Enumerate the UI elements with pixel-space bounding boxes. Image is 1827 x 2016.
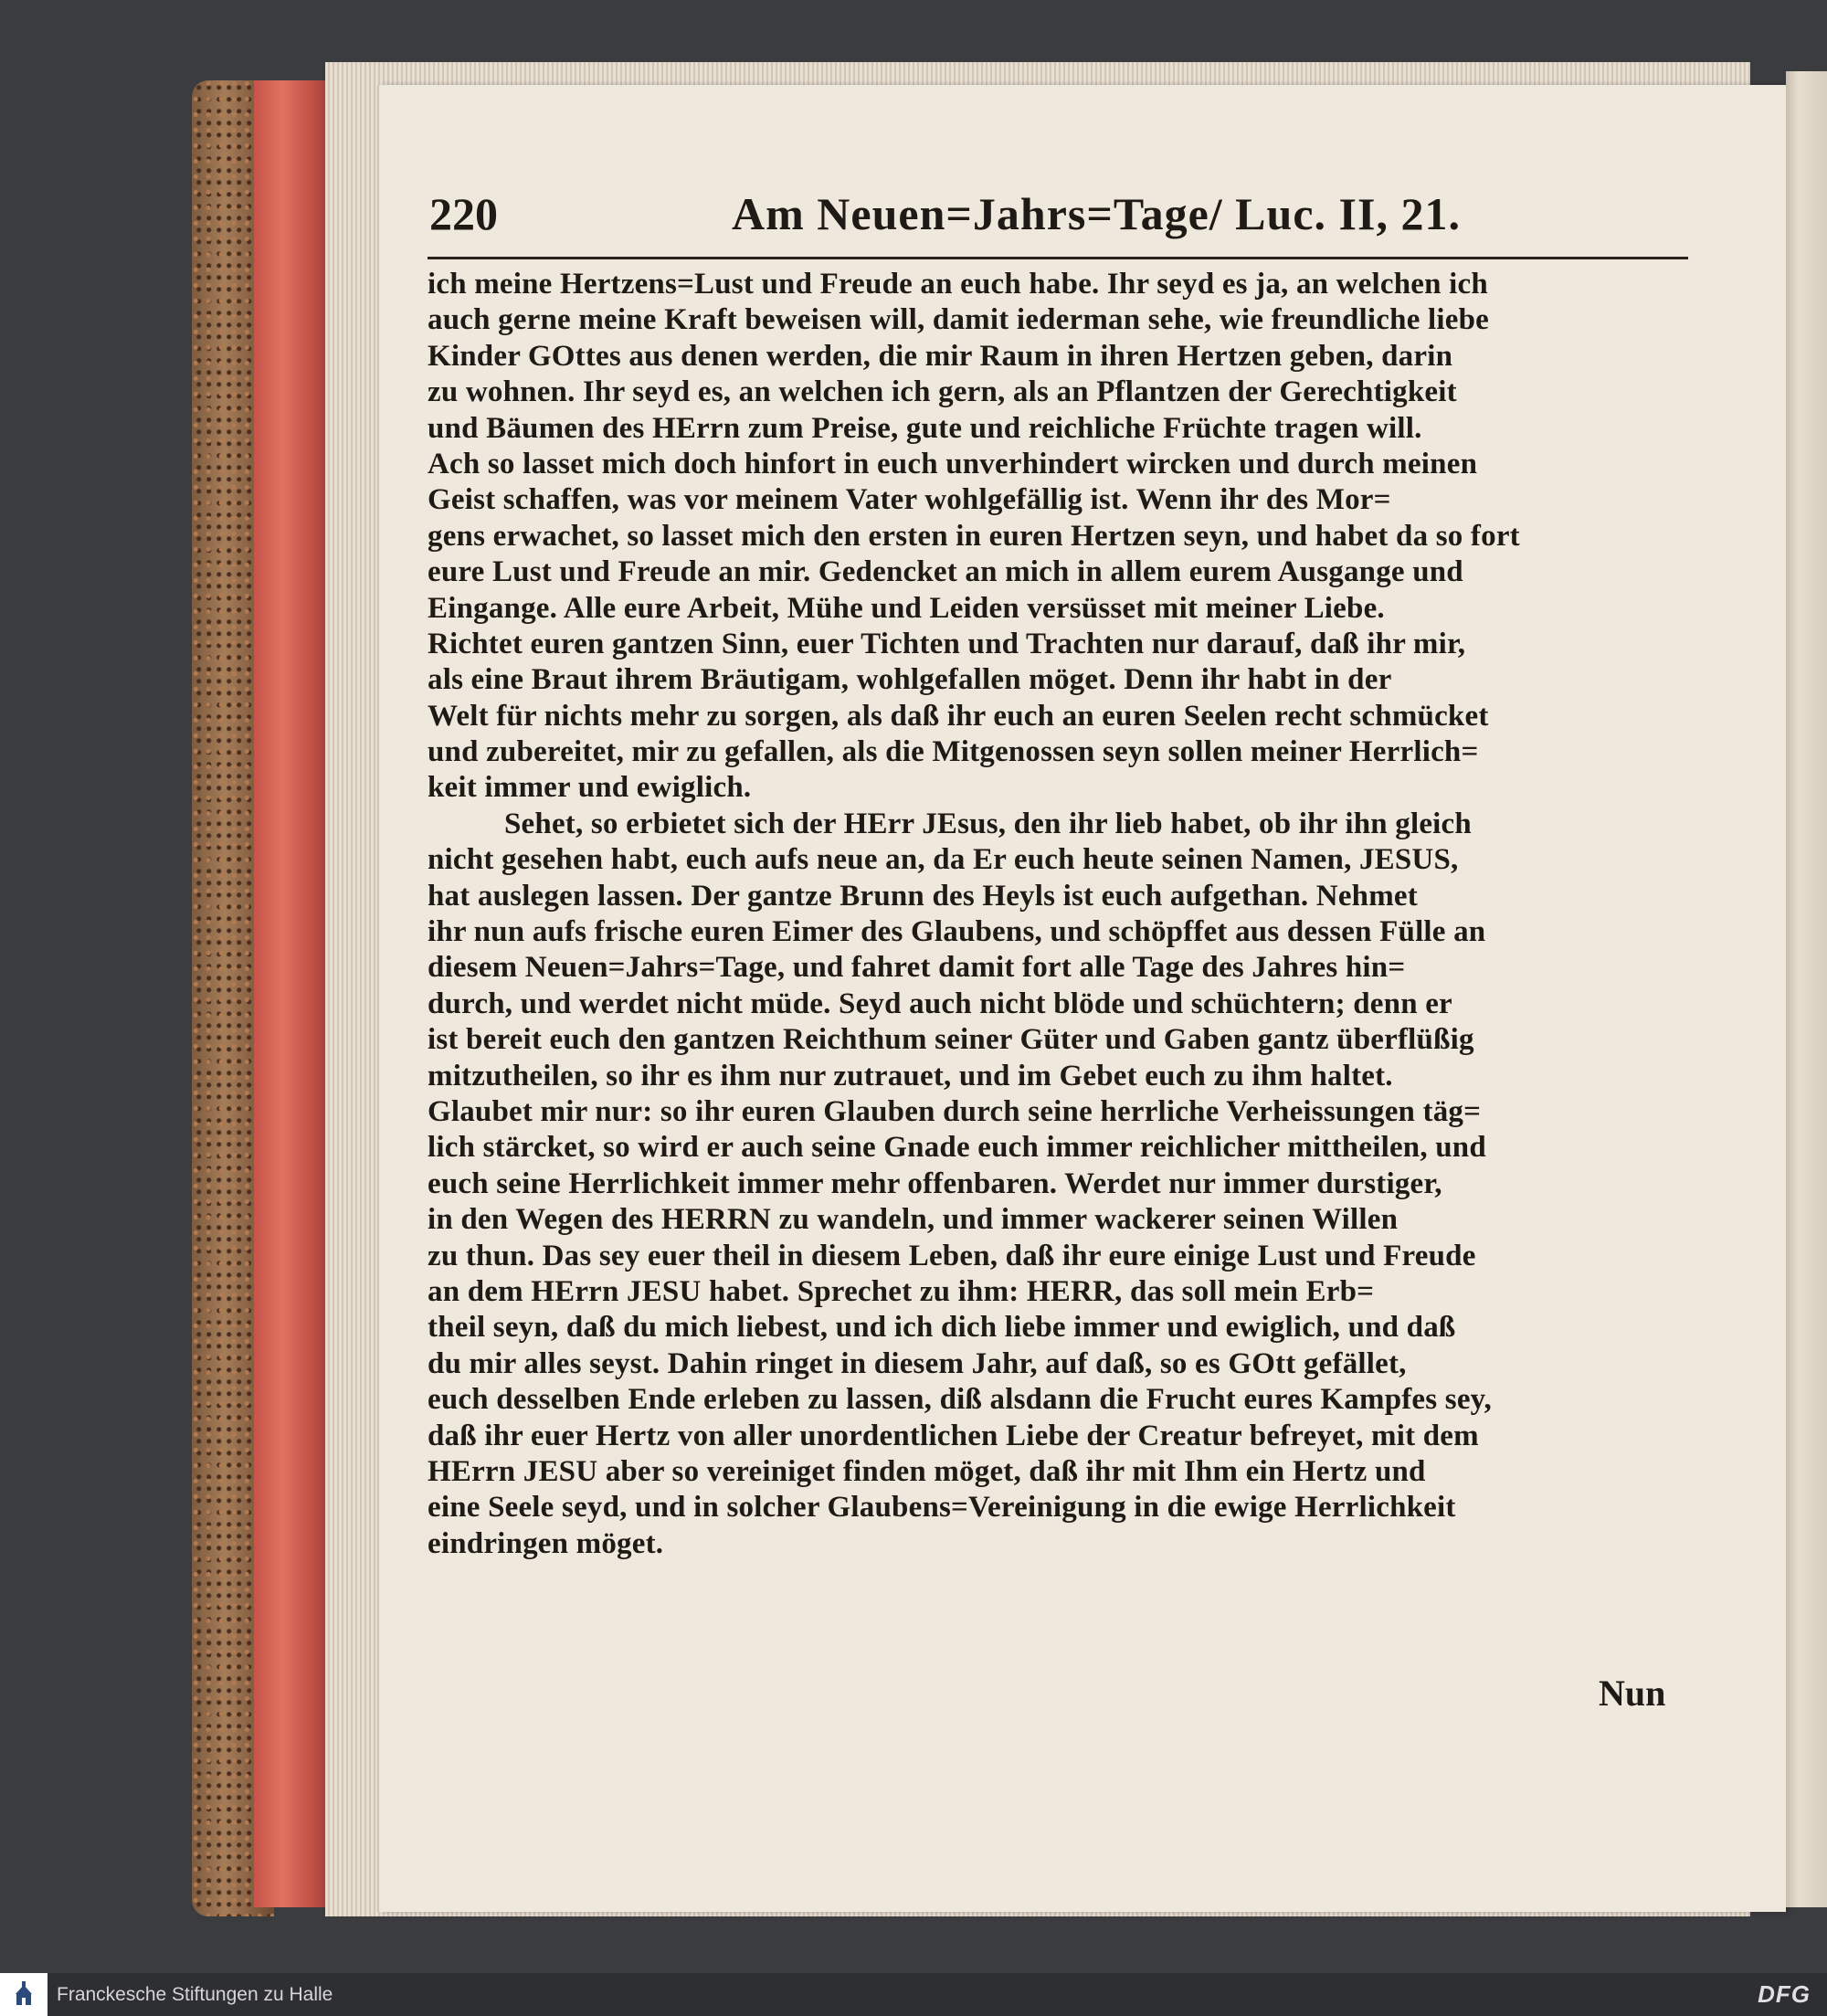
red-page-edge bbox=[254, 80, 325, 1907]
text-line: eure Lust und Freude an mir. Gedencket an mich in allem eurem Ausgange und bbox=[428, 555, 1463, 589]
text-line: in den Wegen des HERRN zu wandeln, und immer wackerer seinen Willen bbox=[428, 1203, 1399, 1237]
text-line: diesem Neuen=Jahrs=Tage, und fahret damit fort alle Tage des Jahres hin= bbox=[428, 951, 1406, 985]
text-line: Welt für nichts mehr zu sorgen, als daß ihr euch an euren Seelen recht schmücket bbox=[428, 699, 1489, 733]
text-line: eindringen möget. bbox=[428, 1526, 664, 1560]
text-line: als eine Braut ihrem Bräutigam, wohlgefallen möget. Denn ihr habt in der bbox=[428, 663, 1392, 697]
text-line: HErrn JESU aber so vereiniget finden möget, daß ihr mit Ihm ein Hertz und bbox=[428, 1454, 1426, 1488]
text-line: keit immer und ewiglich. bbox=[428, 771, 752, 805]
institution-logo-icon bbox=[10, 1979, 37, 2011]
text-line: und zubereitet, mir zu gefallen, als die Mitgenossen seyn sollen meiner Herrlich= bbox=[428, 735, 1479, 769]
text-line: durch, und werdet nicht müde. Seyd auch nicht blöde und schüchtern; denn er bbox=[428, 987, 1452, 1020]
body-text bbox=[420, 267, 1699, 1562]
text-line: an dem HErrn JESU habet. Sprechet zu ihm: HERR, das soll mein Erb= bbox=[428, 1274, 1375, 1308]
text-line: theil seyn, daß du mich liebest, und ich dich liebe immer und ewiglich, und daß bbox=[428, 1311, 1456, 1345]
institution-name[interactable]: Franckesche Stiftungen zu Halle bbox=[57, 1983, 333, 2005]
text-line: mitzutheilen, so ihr es ihm nur zutrauet, und im Gebet euch zu ihm haltet. bbox=[428, 1059, 1393, 1092]
facing-page-edge bbox=[1786, 71, 1827, 1907]
text-line: ist bereit euch den gantzen Reichthum seiner Güter und Gaben gantz überflüßig bbox=[428, 1023, 1474, 1057]
text-line: Geist schaffen, was vor meinem Vater wohlgefällig ist. Wenn ihr des Mor= bbox=[428, 483, 1391, 517]
catchword: Nun bbox=[1599, 1673, 1666, 1714]
page-header bbox=[420, 187, 1699, 251]
running-title: Am Neuen=Jahrs=Tage/ Luc. II, 21. bbox=[732, 188, 1461, 239]
text-line: euch seine Herrlichkeit immer mehr offenbaren. Werdet nur immer durstiger, bbox=[428, 1166, 1442, 1200]
text-line: ich meine Hertzens=Lust und Freude an euch habe. Ihr seyd es ja, an welchen ich bbox=[428, 268, 1488, 301]
text-line: lich stärcket, so wird er auch seine Gnade euch immer reichlicher mittheilen, und bbox=[428, 1131, 1486, 1165]
text-line: Kinder GOttes aus denen werden, die mir Raum in ihren Hertzen geben, darin bbox=[428, 339, 1453, 373]
text-block bbox=[420, 187, 1699, 1562]
text-line: du mir alles seyst. Dahin ringet in diesem Jahr, auf daß, so es GOtt gefället, bbox=[428, 1346, 1407, 1380]
dfg-logo[interactable]: DFG bbox=[1758, 1980, 1811, 2008]
text-line: und Bäumen des HErrn zum Preise, gute und reichliche Früchte tragen will. bbox=[428, 411, 1422, 445]
viewer-footer bbox=[0, 1973, 1827, 2016]
text-line: auch gerne meine Kraft beweisen will, damit iederman sehe, wie freundliche liebe bbox=[428, 303, 1489, 337]
institution-logo[interactable] bbox=[0, 1973, 48, 2016]
text-line: zu wohnen. Ihr seyd es, an welchen ich gern, als an Pflantzen der Gerechtigkeit bbox=[428, 375, 1457, 409]
text-line: gens erwachet, so lasset mich den ersten in euren Hertzen seyn, und habet da so fort bbox=[428, 519, 1520, 553]
text-line: daß ihr euer Hertz von aller unordentlichen Liebe der Creatur befreyet, mit dem bbox=[428, 1419, 1479, 1452]
text-line: zu thun. Das sey euer theil in diesem Leben, daß ihr eure einige Lust und Freude bbox=[428, 1239, 1476, 1272]
text-line: Richtet euren gantzen Sinn, euer Tichten und Trachten nur darauf, daß ihr mir, bbox=[428, 627, 1466, 660]
text-line: Ach so lasset mich doch hinfort in euch unverhindert wircken und durch meinen bbox=[428, 447, 1478, 480]
text-line: nicht gesehen habt, euch aufs neue an, da Er euch heute seinen Namen, JESUS, bbox=[428, 843, 1459, 877]
text-line: Sehet, so erbietet sich der HErr JEsus, den ihr lieb habet, ob ihr ihn gleich bbox=[504, 807, 1472, 840]
text-line: eine Seele seyd, und in solcher Glaubens=Vereinigung in die ewige Herrlichkeit bbox=[428, 1491, 1456, 1525]
text-line: ihr nun aufs frische euren Eimer des Glaubens, und schöpffet aus dessen Fülle an bbox=[428, 915, 1486, 949]
text-line: hat auslegen lassen. Der gantze Brunn des Heyls ist euch aufgethan. Nehmet bbox=[428, 879, 1418, 913]
text-line: Eingange. Alle eure Arbeit, Mühe und Leiden versüsset mit meiner Liebe. bbox=[428, 591, 1385, 625]
text-line: euch desselben Ende erleben zu lassen, diß alsdann die Frucht eures Kampfes sey, bbox=[428, 1383, 1492, 1417]
header-rule bbox=[428, 257, 1688, 259]
text-line: Glaubet mir nur: so ihr euren Glauben durch seine herrliche Verheissungen täg= bbox=[428, 1094, 1482, 1128]
page-number: 220 bbox=[429, 188, 498, 239]
